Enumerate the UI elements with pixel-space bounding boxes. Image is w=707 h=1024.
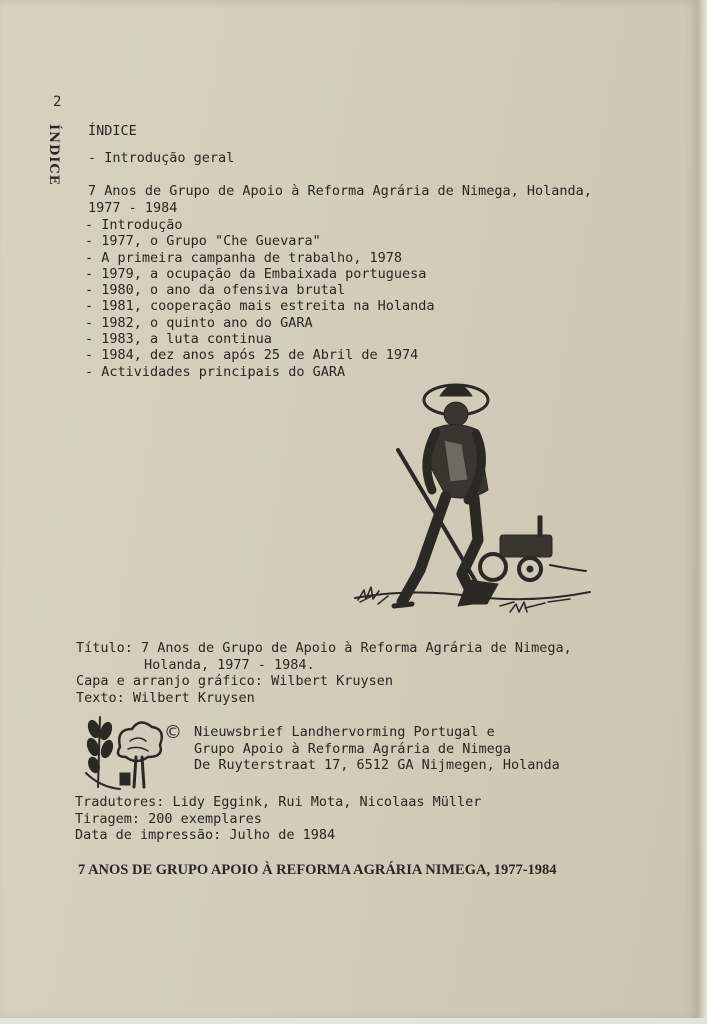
- toc-item: - 1981, cooperação mais estreita na Holanda: [85, 298, 435, 315]
- publisher-line2: Grupo Apoio à Reforma Agrária de Nimega: [194, 740, 511, 757]
- toc-list: [85, 217, 435, 380]
- print-date: Data de impressão: Julho de 1984: [75, 827, 336, 843]
- toc-item: - Introdução: [85, 217, 183, 233]
- toc-item: - 1982, o quinto ano do GARA: [85, 314, 313, 331]
- toc-section-title: [88, 183, 592, 217]
- toc-item: - 1983, a luta continua: [85, 331, 272, 348]
- copyright-icon: ©: [164, 722, 182, 743]
- toc-item: - 1977, o Grupo "Che Guevara": [85, 233, 321, 250]
- toc-section-title-line2: 1977 - 1984: [88, 200, 178, 216]
- footer-title: 7 ANOS DE GRUPO APOIO À REFORMA AGRÁRIA NIMEGA, 1977-1984: [78, 862, 557, 878]
- credits-block: [76, 640, 572, 706]
- credits-text: Texto: Wilbert Kruysen: [76, 689, 255, 706]
- toc-item: - A primeira campanha de trabalho, 1978: [85, 249, 402, 266]
- credits-title-line2: Holanda, 1977 - 1984.: [144, 656, 315, 673]
- farmer-illustration: [350, 370, 595, 630]
- print-info-block: [75, 794, 481, 844]
- side-section-label: ÍNDICE: [46, 124, 61, 186]
- toc-item: - 1984, dez anos após 25 de Abril de 1974: [85, 347, 419, 364]
- publisher-logo: [80, 707, 164, 791]
- publisher-address: De Ruyterstraat 17, 6512 GA Nijmegen, Holanda: [194, 757, 560, 773]
- page-number: 2: [53, 94, 62, 110]
- page-bottom-edge: [0, 1018, 707, 1024]
- page-edge: [698, 0, 707, 1024]
- toc-title: ÍNDICE: [88, 123, 137, 139]
- toc-item: - 1980, o ano da ofensiva brutal: [85, 282, 346, 299]
- translators: Tradutores: Lidy Eggink, Rui Mota, Nicolaas Müller: [75, 794, 482, 810]
- credits-title-line1: Título: 7 Anos de Grupo de Apoio à Reforma Agrária de Nimega,: [76, 640, 572, 656]
- toc-intro-item: - Introdução geral: [88, 150, 235, 166]
- toc-section-title-line1: 7 Anos de Grupo de Apoio à Reforma Agrária de Nimega, Holanda,: [88, 183, 592, 199]
- print-run: Tiragem: 200 exemplares: [75, 810, 262, 827]
- publisher-line1: Nieuwsbrief Landhervorming Portugal e: [194, 724, 495, 740]
- toc-item: - 1979, a ocupação da Embaixada portuguesa: [85, 265, 427, 282]
- credits-cover: Capa e arranjo gráfico: Wilbert Kruysen: [76, 673, 393, 689]
- toc-item: - Actividades principais do GARA: [85, 363, 346, 380]
- publisher-block: [194, 724, 560, 774]
